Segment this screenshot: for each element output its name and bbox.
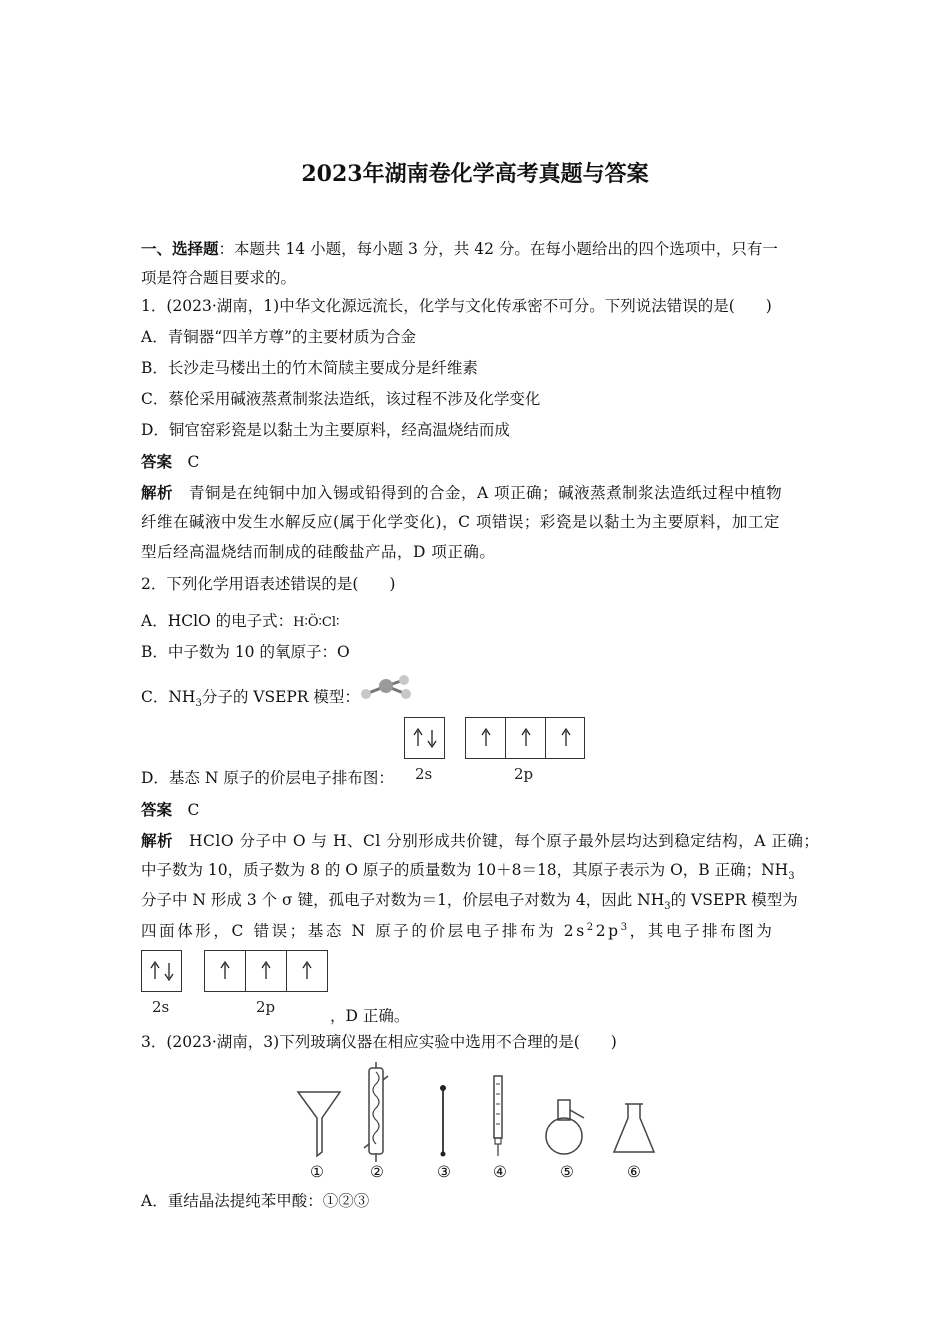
q1-analysis-line1	[141, 485, 782, 502]
glassware-label-6: ⑥	[627, 1163, 641, 1181]
analysis-orbital-2s-box	[141, 950, 182, 992]
q2-analysis-line3	[141, 893, 798, 912]
spin-up-arrow-icon	[506, 718, 546, 758]
orbital-label-2p: 2p	[514, 765, 534, 783]
page-title: 2023年湖南卷化学高考真题与答案	[301, 161, 649, 187]
analysis-orbital-label-2s: 2s	[152, 998, 170, 1016]
conical-flask-icon	[614, 1104, 654, 1152]
q1-analysis-text1: 青铜是在纯铜中加入锡或铅得到的合金，A 项正确；碱液蒸煮制浆法造纸过程中植物	[189, 484, 783, 502]
hclo-electron-formula: H∶Ö∶Cl∶	[293, 615, 340, 630]
funnel-icon	[298, 1092, 340, 1156]
q2-analysis-text4c: ，其电子排布图为	[629, 922, 775, 941]
orbital-2s-box	[404, 717, 445, 759]
section-intro-line2: 项是符合题目要求的。	[141, 269, 297, 287]
burette-icon	[494, 1076, 502, 1156]
q2-option-b: B．中子数为 10 的氧原子：O	[141, 643, 350, 661]
q2-option-c-pre: C．NH	[141, 688, 196, 706]
orbital-2p-cell	[506, 718, 546, 758]
section-intro-text: ：本题共 14 小题，每小题 3 分，共 42 分。在每小题给出的四个选项中，只有一	[218, 240, 778, 258]
q3-option-a: A．重结晶法提纯苯甲酸：①②③	[141, 1192, 370, 1210]
thermometer-icon	[440, 1085, 446, 1157]
q1-answer	[141, 454, 199, 471]
q2-analysis-sub2: 3	[788, 871, 795, 883]
q1-answer-label: 答案	[141, 452, 173, 471]
orbital-2p-cell	[205, 951, 246, 991]
spin-up-arrow-icon	[205, 951, 245, 991]
glassware-label-2: ②	[370, 1163, 384, 1181]
molecule-model-icon	[356, 672, 416, 702]
orbital-2p-cell	[287, 951, 328, 991]
glassware-figure	[290, 1060, 660, 1165]
spin-up-down-arrows-icon	[405, 718, 445, 758]
q3-stem: 3．(2023·湖南，3)下列玻璃仪器在相应实验中选用不合理的是( )	[141, 1033, 617, 1051]
q2-analysis-line1	[141, 833, 819, 850]
q1-analysis-line3: 型后经高温烧结而制成的硅酸盐产品，D 项正确。	[141, 543, 496, 561]
q2-analysis-text3a: 分子中 N 形成 3 个 σ 键，孤电子对数为＝1，价层电子对数为 4，因此 NH	[141, 891, 665, 909]
q2-option-c-sub: 3	[195, 698, 202, 710]
spin-up-down-arrows-icon	[142, 951, 182, 991]
q1-option-d: D．铜官窑彩瓷是以黏土为主要原料，经高温烧结而成	[141, 421, 510, 439]
condenser-icon	[364, 1062, 388, 1162]
q1-answer-value: C	[187, 453, 200, 471]
orbital-2p-cell	[546, 718, 586, 758]
spin-up-arrow-icon	[246, 951, 286, 991]
glassware-label-4: ④	[493, 1163, 507, 1181]
spin-up-arrow-icon	[466, 718, 506, 758]
spin-up-arrow-icon	[287, 951, 327, 991]
orbital-2p-cell	[466, 718, 506, 758]
q2-analysis-sup2: 3	[620, 922, 630, 933]
glassware-label-5: ⑤	[560, 1163, 574, 1181]
q1-option-c: C．蔡伦采用碱液蒸煮制浆法造纸，该过程不涉及化学变化	[141, 390, 541, 408]
q2-analysis-text1: HClO 分子中 O 与 H、Cl 分别形成共价键，每个原子最外层均达到稳定结构，A 正确；	[189, 832, 820, 850]
q2-answer-value: C	[187, 801, 200, 819]
q1-option-b: B．长沙走马楼出土的竹木简牍主要成分是纤维素	[141, 359, 478, 377]
orbital-2p-cell	[246, 951, 287, 991]
q2-analysis-text4b: 2p	[595, 922, 621, 941]
q2-analysis-sup1: 2	[586, 922, 596, 933]
analysis-orbital-2p-box	[204, 950, 328, 992]
q2-option-a-text: A．HClO 的电子式：	[141, 612, 294, 630]
q2-analysis-sub3: 3	[664, 901, 671, 913]
q2-analysis-text4a: 四面体形，C 错误；基态 N 原子的价层电子排布为 2s	[141, 922, 587, 941]
q2-option-c-post: 分子的 VSEPR 模型：	[201, 688, 360, 706]
glassware-label-3: ③	[437, 1163, 451, 1181]
q2-option-d: D．基态 N 原子的价层电子排布图：	[141, 769, 394, 787]
section-heading: 一、选择题	[141, 239, 219, 258]
q2-analysis-line2	[141, 863, 795, 882]
distilling-flask-icon	[546, 1100, 584, 1154]
q2-analysis-text2: 中子数为 10，质子数为 8 的 O 原子的质量数为 10＋8＝18，其原子表示为 O，B 正确；NH	[141, 861, 789, 879]
spin-up-arrow-icon	[546, 718, 586, 758]
q2-option-c	[141, 690, 360, 709]
q2-option-a	[141, 614, 339, 630]
q2-analysis-label: 解析	[141, 831, 174, 850]
q1-analysis-line2: 纤维在碱液中发生水解反应(属于化学变化)，C 项错误；彩瓷是以黏土为主要原料，加工定	[141, 513, 780, 531]
q1-stem: 1．(2023·湖南，1)中华文化源远流长，化学与文化传承密不可分。下列说法错误的是( )	[141, 297, 772, 315]
q2-answer-label: 答案	[141, 800, 173, 819]
q1-analysis-label: 解析	[141, 483, 174, 502]
section-intro-line1	[141, 241, 778, 258]
q2-analysis-line4	[141, 923, 774, 940]
analysis-orbital-label-2p: 2p	[256, 998, 276, 1016]
orbital-label-2s: 2s	[415, 765, 433, 783]
q1-option-a: A．青铜器“四羊方尊”的主要材质为合金	[141, 328, 417, 346]
orbital-2p-box	[465, 717, 585, 759]
glassware-label-1: ①	[310, 1163, 324, 1181]
q2-answer	[141, 802, 199, 819]
q2-analysis-text3b: 的 VSEPR 模型为	[670, 891, 798, 909]
q2-analysis-line5: ，D 正确。	[330, 1007, 410, 1025]
q2-stem: 2．下列化学用语表述错误的是( )	[141, 575, 396, 593]
